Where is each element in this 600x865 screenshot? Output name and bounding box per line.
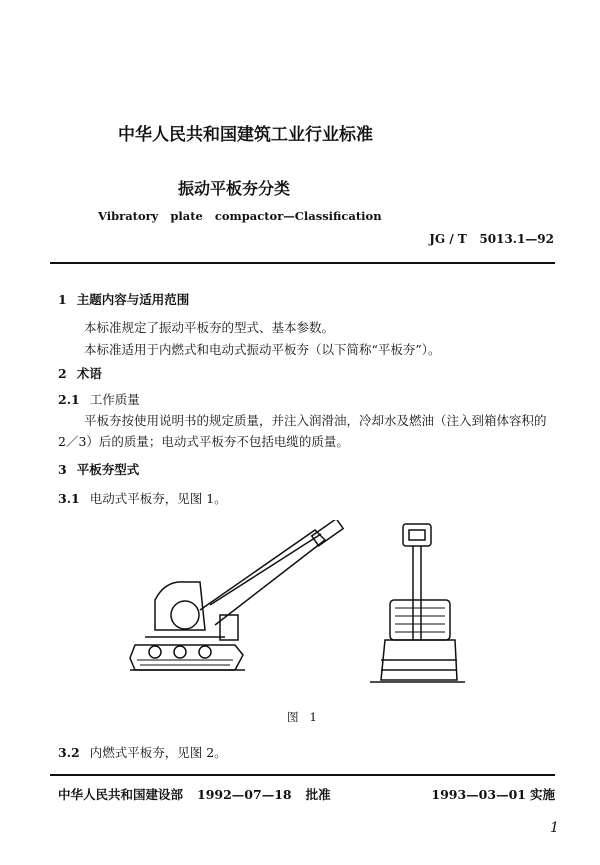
section-1-title xyxy=(58,290,189,308)
standard-code: JG / T 5013.1—92 xyxy=(429,232,554,246)
section-2-1-heading: 工作质量 xyxy=(89,392,140,407)
compactor-front-view-drawing xyxy=(365,520,475,690)
section-2-heading: 术语 xyxy=(76,366,102,381)
approve-date: 1992—07—18 xyxy=(197,787,292,802)
section-3-2-num: 3.2 xyxy=(58,745,80,760)
section-3-1-num: 3.1 xyxy=(58,491,80,506)
title-cn: 振动平板夯分类 xyxy=(178,179,291,198)
figure-caption: 图 1 xyxy=(287,710,317,724)
title-en: Vibratory plate compactor—Classification xyxy=(98,209,382,223)
section-3-title xyxy=(58,460,139,478)
page-number: 1 xyxy=(550,820,559,836)
header-rule xyxy=(50,262,555,264)
paragraph: 本标准规定了振动平板夯的型式、基本参数。 xyxy=(84,320,335,335)
footer-effective xyxy=(431,785,555,803)
footer-rule xyxy=(50,774,555,776)
paragraph: 2／3）后的质量；电动式平板夯不包括电缆的质量。 xyxy=(58,434,349,449)
section-3-1-text: 电动式平板夯，见图 1。 xyxy=(89,491,227,506)
effective-date: 1993—03—01 xyxy=(431,787,526,802)
section-3-1 xyxy=(58,489,227,507)
section-1-num: 1 xyxy=(58,292,67,307)
section-3-heading: 平板夯型式 xyxy=(76,462,140,477)
effective-label: 实施 xyxy=(529,787,555,802)
compactor-side-view-drawing xyxy=(125,520,355,690)
standard-category: 中华人民共和国建筑工业行业标准 xyxy=(118,125,373,145)
footer-approval xyxy=(58,785,331,803)
section-2-title xyxy=(58,364,102,382)
issuer: 中华人民共和国建设部 xyxy=(58,787,184,802)
section-2-1-title xyxy=(58,390,140,408)
section-2-num: 2 xyxy=(58,366,67,381)
paragraph: 平板夯按使用说明书的规定质量，并注入润滑油，冷却水及燃油（注入到箱体容积的 xyxy=(84,413,547,428)
section-3-num: 3 xyxy=(58,462,67,477)
paragraph: 本标准适用于内燃式和电动式振动平板夯（以下简称“平板夯”）。 xyxy=(84,342,441,357)
section-3-2-text: 内燃式平板夯，见图 2。 xyxy=(89,745,227,760)
section-1-heading: 主题内容与适用范围 xyxy=(76,292,190,307)
approve-label: 批准 xyxy=(305,787,331,802)
section-3-2 xyxy=(58,743,227,761)
section-2-1-num: 2.1 xyxy=(58,392,80,407)
